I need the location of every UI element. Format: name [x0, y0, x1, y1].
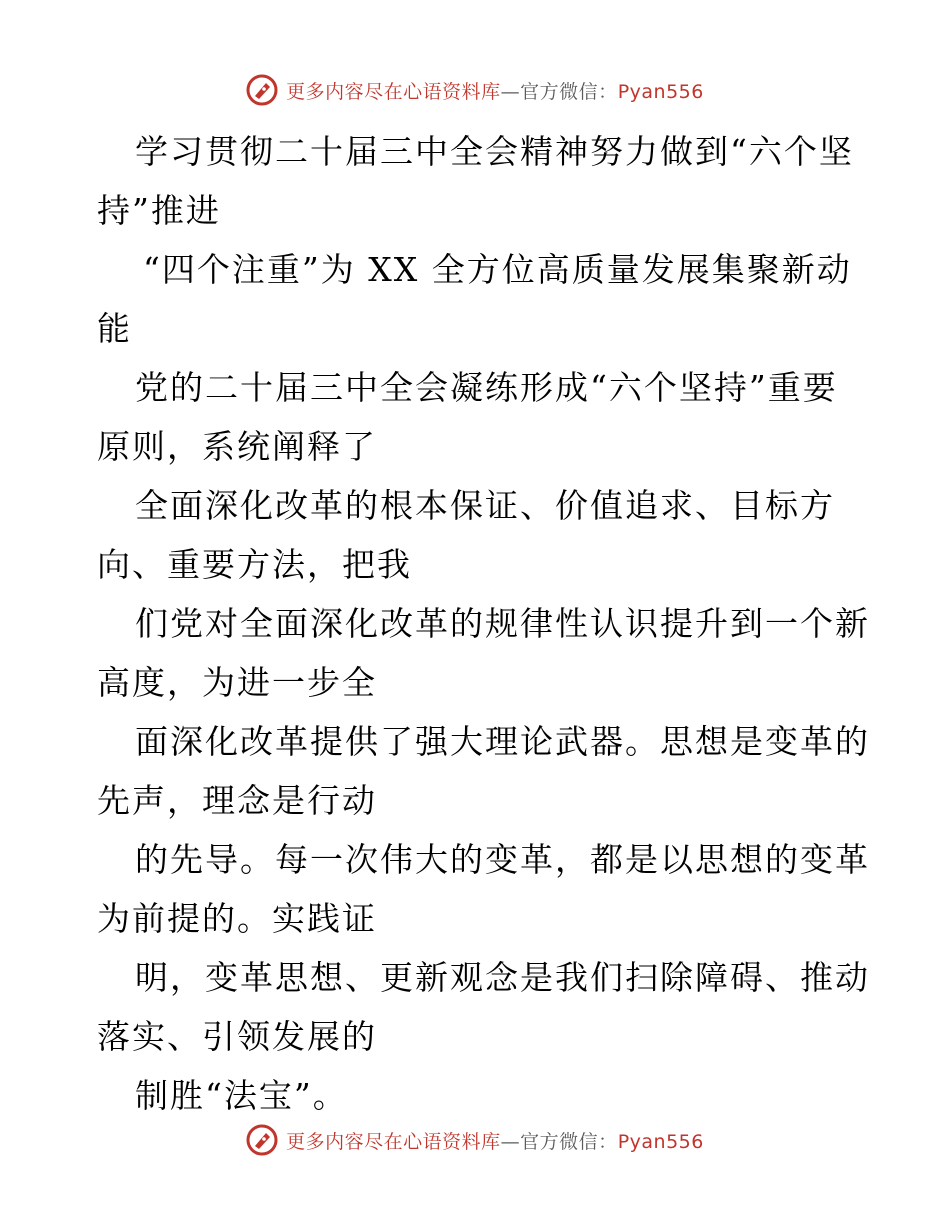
text-line: 党的二十届三中全会凝练形成“六个坚持”重要: [135, 368, 838, 407]
text-line: 落实、引领发展的: [97, 1017, 377, 1056]
watermark-handle: Pyan556: [617, 1130, 704, 1153]
text-line: 学习贯彻二十届三中全会精神努力做到“六个坚: [135, 132, 854, 171]
text-line: “四个注重”为 XX 全方位高质量发展集聚新动: [143, 250, 852, 289]
watermark-text: [286, 1127, 704, 1154]
watermark-brand: 更多内容尽在心语资料库: [286, 80, 501, 103]
text-line: 明，变革思想、更新观念是我们扫除障碍、推动: [135, 958, 870, 997]
footer-watermark: [0, 1120, 950, 1160]
watermark-separator: —: [500, 80, 521, 103]
watermark-handle: Pyan556: [617, 80, 704, 103]
watermark-separator: —: [500, 1130, 521, 1153]
pen-nib-logo-icon: [246, 74, 278, 106]
text-line: 向、重要方法，把我: [97, 545, 412, 584]
text-line: 先声，理念是行动: [97, 781, 377, 820]
text-line: 面深化改革提供了强大理论武器。思想是变革的: [135, 722, 870, 761]
text-line: 全面深化改革的根本保证、价值追求、目标方: [135, 486, 835, 525]
text-line: 为前提的。实践证: [97, 899, 377, 938]
watermark-text: [286, 77, 704, 104]
watermark-brand: 更多内容尽在心语资料库: [286, 1130, 501, 1153]
watermark-wechat-label: 官方微信：: [520, 80, 618, 103]
document-body: [97, 122, 870, 1125]
header-watermark: [0, 70, 950, 110]
text-line: 能: [97, 309, 132, 348]
text-line: 持”推进: [97, 191, 221, 230]
text-line: 制胜“法宝”。: [135, 1076, 348, 1115]
text-line: 高度，为进一步全: [97, 663, 377, 702]
text-line: 原则，系统阐释了: [97, 427, 377, 466]
pen-nib-logo-icon: [246, 1124, 278, 1156]
text-line: 们党对全面深化改革的规律性认识提升到一个新: [135, 604, 870, 643]
text-line: 的先导。每一次伟大的变革，都是以思想的变革: [135, 840, 870, 879]
watermark-wechat-label: 官方微信：: [520, 1130, 618, 1153]
